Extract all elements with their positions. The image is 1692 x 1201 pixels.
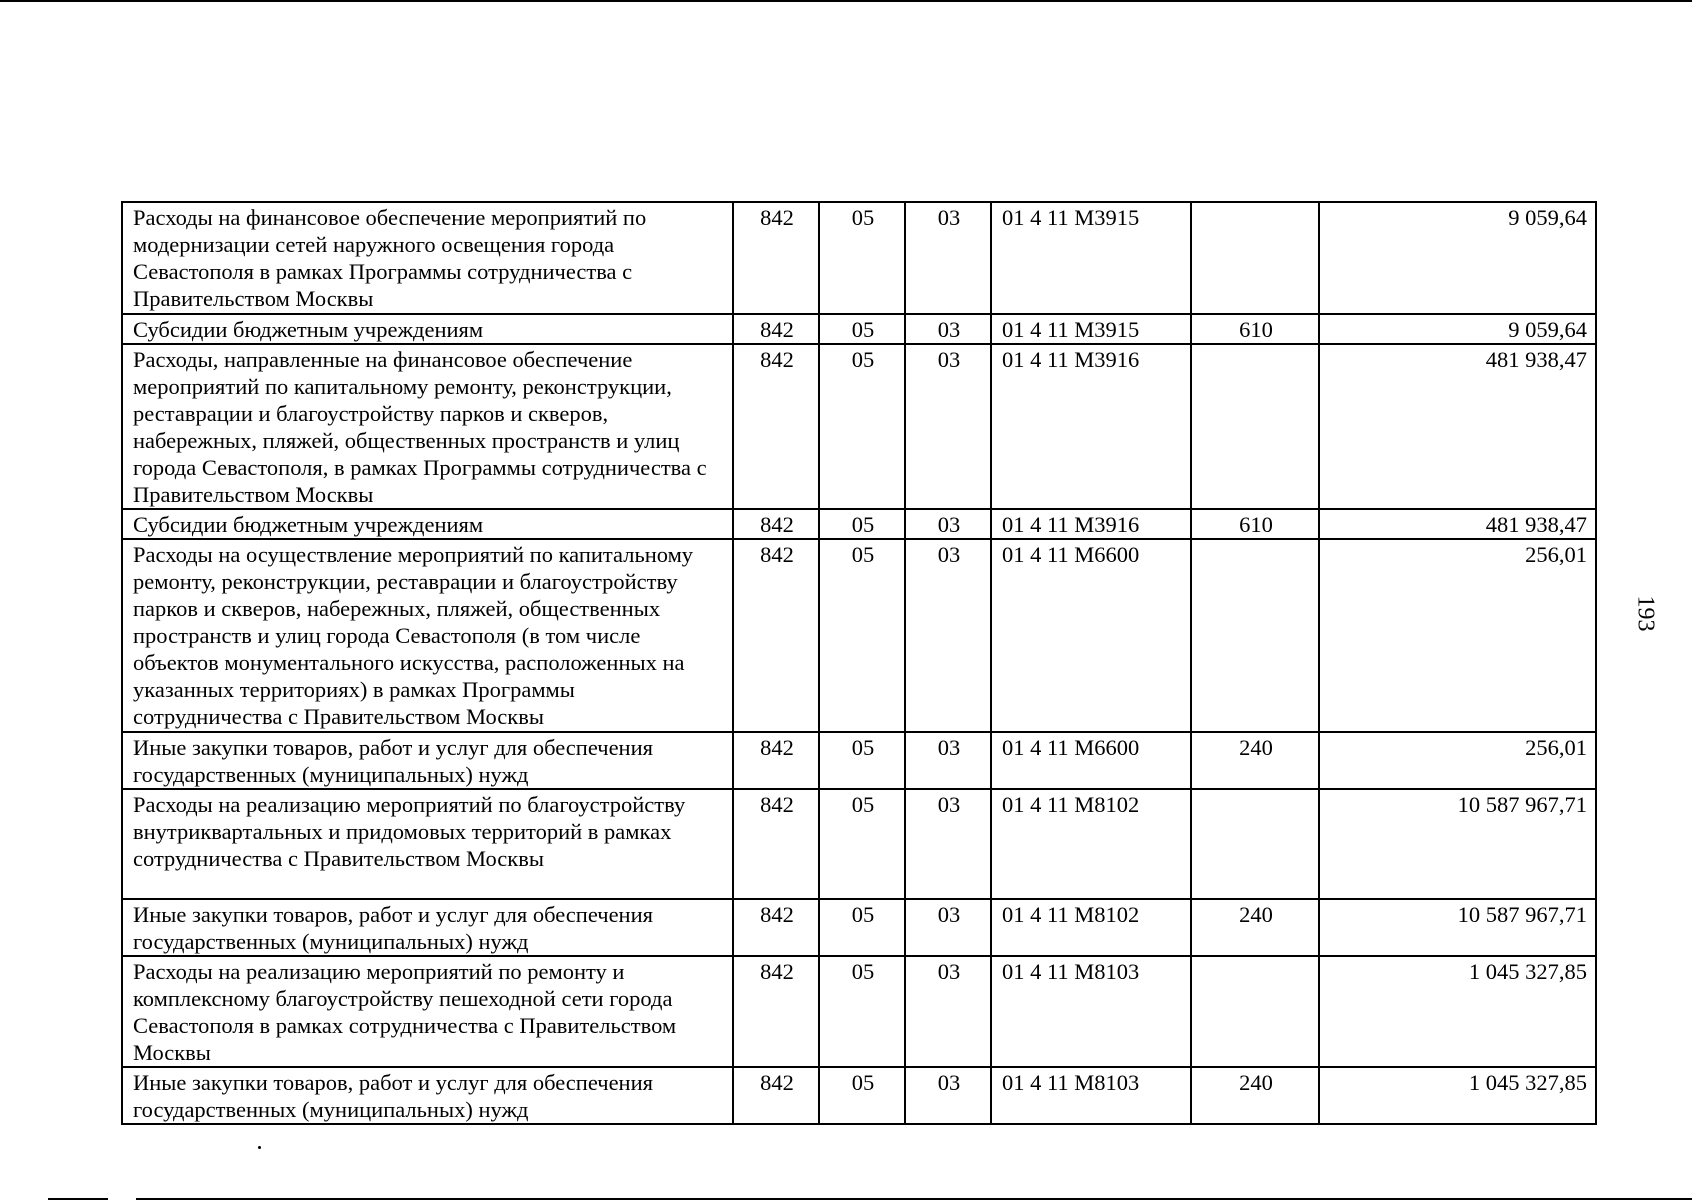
ministry-code-cell: 842 (733, 509, 819, 539)
target-article-cell: 01 4 11 М6600 (991, 732, 1191, 789)
expense-type-cell: 610 (1191, 314, 1319, 344)
ministry-code-cell: 842 (733, 202, 819, 314)
subsection-code-cell: 03 (905, 509, 991, 539)
section-code-cell: 05 (819, 899, 905, 956)
amount-cell: 10 587 967,71 (1319, 789, 1596, 899)
ministry-code-cell: 842 (733, 956, 819, 1067)
table-row (122, 956, 1596, 1067)
amount-cell: 256,01 (1319, 732, 1596, 789)
ministry-code-cell: 842 (733, 789, 819, 899)
target-article-cell: 01 4 11 М3916 (991, 344, 1191, 509)
ministry-code-cell: 842 (733, 732, 819, 789)
amount-cell: 1 045 327,85 (1319, 956, 1596, 1067)
table-row (122, 539, 1596, 732)
ministry-code-cell: 842 (733, 314, 819, 344)
table-row (122, 899, 1596, 956)
expense-type-cell: 240 (1191, 899, 1319, 956)
table-row (122, 789, 1596, 899)
table-row (122, 732, 1596, 789)
budget-table (121, 201, 1597, 1125)
row-name-cell: Субсидии бюджетным учреждениям (122, 314, 733, 344)
subsection-code-cell: 03 (905, 789, 991, 899)
amount-cell: 481 938,47 (1319, 509, 1596, 539)
subsection-code-cell: 03 (905, 1067, 991, 1124)
table-row (122, 344, 1596, 509)
section-code-cell: 05 (819, 539, 905, 732)
expense-type-cell (1191, 202, 1319, 314)
expense-type-cell (1191, 344, 1319, 509)
subsection-code-cell: 03 (905, 539, 991, 732)
section-code-cell: 05 (819, 344, 905, 509)
subsection-code-cell: 03 (905, 314, 991, 344)
subsection-code-cell: 03 (905, 899, 991, 956)
section-code-cell: 05 (819, 956, 905, 1067)
amount-cell: 9 059,64 (1319, 202, 1596, 314)
row-name-cell: Расходы на осуществление мероприятий по капитальному ремонту, реконструкции, реставрации и благоустройству парков и скверов, набережных, пляжей, общественных пространств и улиц города Севастополя (в том числе объектов монументального искусства, расположенных на указанных территориях) в рамках Программы сотрудничества с Правительством Москвы (122, 539, 733, 732)
page-bottom-border-gap (108, 1197, 136, 1201)
row-name-cell: Расходы на финансовое обеспечение мероприятий по модернизации сетей наружного освещения города Севастополя в рамках Программы сотрудничества с Правительством Москвы (122, 202, 733, 314)
target-article-cell: 01 4 11 М3915 (991, 202, 1191, 314)
amount-cell: 481 938,47 (1319, 344, 1596, 509)
target-article-cell: 01 4 11 М3915 (991, 314, 1191, 344)
page-top-border (0, 0, 1692, 2)
scan-speck (258, 1146, 261, 1149)
expense-type-cell: 610 (1191, 509, 1319, 539)
ministry-code-cell: 842 (733, 899, 819, 956)
target-article-cell: 01 4 11 М8103 (991, 956, 1191, 1067)
subsection-code-cell: 03 (905, 956, 991, 1067)
table-row (122, 314, 1596, 344)
amount-cell: 256,01 (1319, 539, 1596, 732)
expense-type-cell (1191, 789, 1319, 899)
section-code-cell: 05 (819, 314, 905, 344)
expense-type-cell (1191, 539, 1319, 732)
amount-cell: 10 587 967,71 (1319, 899, 1596, 956)
section-code-cell: 05 (819, 789, 905, 899)
section-code-cell: 05 (819, 202, 905, 314)
target-article-cell: 01 4 11 М8103 (991, 1067, 1191, 1124)
target-article-cell: 01 4 11 М8102 (991, 789, 1191, 899)
table-row (122, 1067, 1596, 1124)
row-name-cell: Расходы на реализацию мероприятий по ремонту и комплексному благоустройству пешеходной сети города Севастополя в рамках сотрудничества с Правительством Москвы (122, 956, 733, 1067)
budget-table-body (122, 202, 1596, 1124)
subsection-code-cell: 03 (905, 344, 991, 509)
section-code-cell: 05 (819, 732, 905, 789)
row-name-cell: Расходы, направленные на финансовое обеспечение мероприятий по капитальному ремонту, реконструкции, реставрации и благоустройству парков и скверов, набережных, пляжей, общественных пространств и улиц города Севастополя, в рамках Программы сотрудничества с Правительством Москвы (122, 344, 733, 509)
target-article-cell: 01 4 11 М3916 (991, 509, 1191, 539)
row-name-cell: Иные закупки товаров, работ и услуг для обеспечения государственных (муниципальных) нужд (122, 899, 733, 956)
expense-type-cell: 240 (1191, 732, 1319, 789)
table-row (122, 202, 1596, 314)
table-row (122, 509, 1596, 539)
ministry-code-cell: 842 (733, 344, 819, 509)
subsection-code-cell: 03 (905, 202, 991, 314)
subsection-code-cell: 03 (905, 732, 991, 789)
row-name-cell: Иные закупки товаров, работ и услуг для обеспечения государственных (муниципальных) нужд (122, 1067, 733, 1124)
section-code-cell: 05 (819, 509, 905, 539)
amount-cell: 1 045 327,85 (1319, 1067, 1596, 1124)
target-article-cell: 01 4 11 М6600 (991, 539, 1191, 732)
ministry-code-cell: 842 (733, 539, 819, 732)
ministry-code-cell: 842 (733, 1067, 819, 1124)
amount-cell: 9 059,64 (1319, 314, 1596, 344)
expense-type-cell: 240 (1191, 1067, 1319, 1124)
row-name-cell: Иные закупки товаров, работ и услуг для обеспечения государственных (муниципальных) нужд (122, 732, 733, 789)
page-number: 193 (1632, 595, 1659, 632)
row-name-cell: Расходы на реализацию мероприятий по благоустройству внутриквартальных и придомовых территорий в рамках сотрудничества с Правительством Москвы (122, 789, 733, 899)
row-name-cell: Субсидии бюджетным учреждениям (122, 509, 733, 539)
expense-type-cell (1191, 956, 1319, 1067)
section-code-cell: 05 (819, 1067, 905, 1124)
target-article-cell: 01 4 11 М8102 (991, 899, 1191, 956)
